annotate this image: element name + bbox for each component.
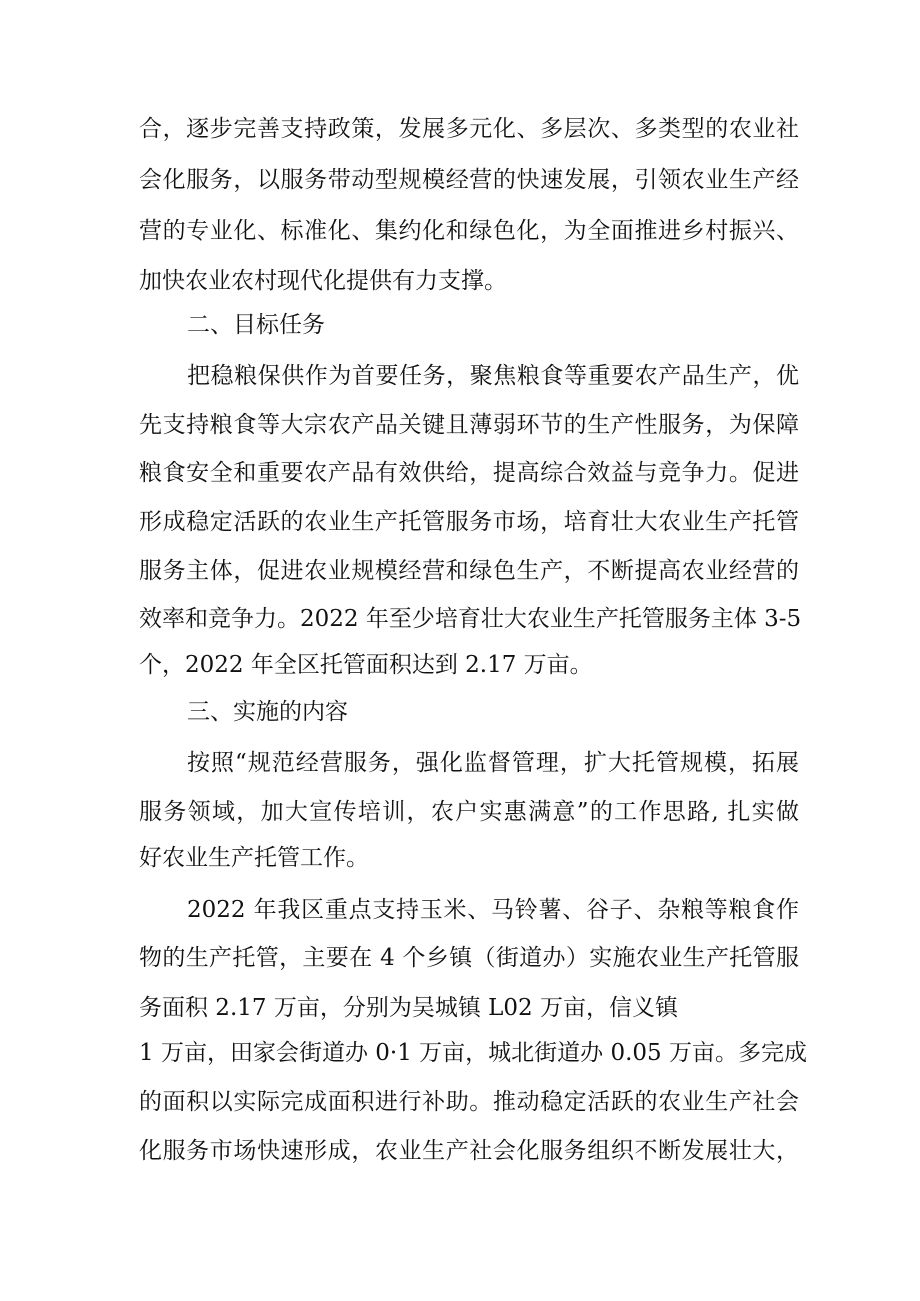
text-line: 营的专业化、标准化、集约化和绿色化，为全面推进乡村振兴、 [139,218,799,244]
text-line: 个，2022 年全区托管面积达到 2.17 万亩。 [139,652,593,678]
text-line: 会化服务，以服务带动型规模经营的快速发展，引领农业生产经 [139,167,799,193]
text-line: 形成稳定活跃的农业生产托管服务市场，培育壮大农业生产托管 [139,509,799,535]
text-line: 务面积 2.17 万亩，分别为吴城镇 L02 万亩，信义镇 [139,995,678,1021]
text-line: 把稳粮保供作为首要任务，聚焦粮食等重要农产品生产，优 [187,363,799,389]
text-line: 服务主体，促进农业规模经营和绿色生产，不断提高农业经营的 [139,558,799,584]
text-line: 先支持粮食等大宗农产品关键且薄弱环节的生产性服务，为保障 [139,412,799,438]
text-line: 2022 年我区重点支持玉米、马铃薯、谷子、杂粮等粮食作 [187,897,799,923]
section-heading: 三、实施的内容 [187,699,348,725]
text-line: 服务领域，加大宣传培训，农户实惠满意”的工作思路, 扎实做 [139,799,799,825]
text-line: 化服务市场快速形成，农业生产社会化服务组织不断发展壮大， [139,1138,799,1164]
text-line: 合，逐步完善支持政策，发展多元化、多层次、多类型的农业社 [139,116,799,142]
text-line: 加快农业农村现代化提供有力支撑。 [139,268,507,294]
text-line: 效率和竞争力。2022 年至少培育壮大农业生产托管服务主体 3-5 [139,606,802,632]
text-line: 1 万亩，田家会街道办 0·1 万亩，城北街道办 0.05 万亩。多完成 [139,1040,807,1066]
text-line: 的面积以实际完成面积进行补助。推动稳定活跃的农业生产社会 [139,1089,799,1115]
text-line: 按照“规范经营服务，强化监督管理，扩大托管规模，拓展 [187,750,799,776]
section-heading: 二、目标任务 [187,312,325,338]
text-line: 好农业生产托管工作。 [139,845,369,871]
text-line: 物的生产托管，主要在 4 个乡镇（街道办）实施农业生产托管服 [139,945,799,971]
text-line: 粮食安全和重要农产品有效供给，提高综合效益与竞争力。促进 [139,460,799,486]
